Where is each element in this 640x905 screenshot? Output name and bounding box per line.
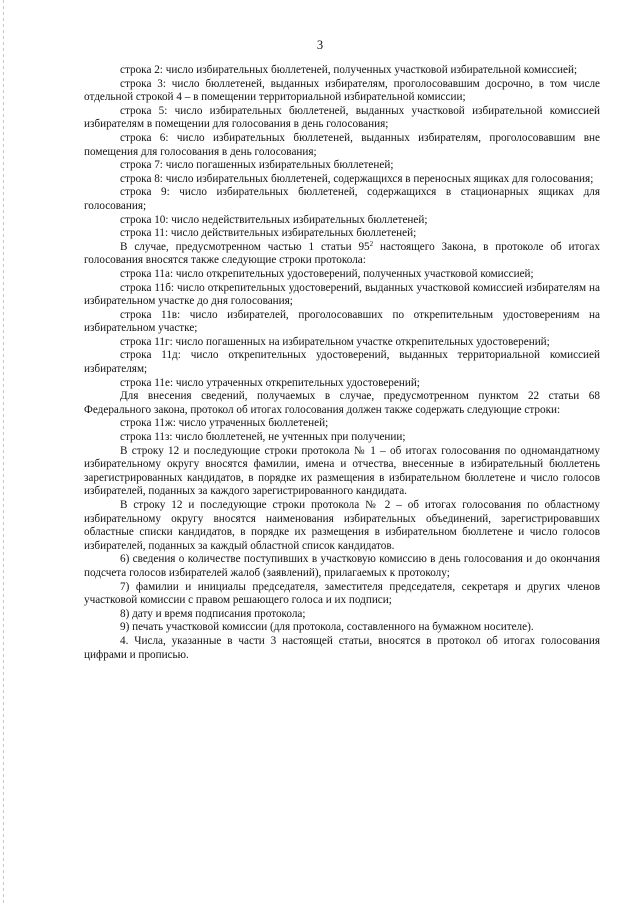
paragraph: строка 10: число недействительных избирательных бюллетеней; <box>120 213 428 226</box>
paragraph: строка 3: число бюллетеней, выданных избирателям, проголосовавшим досрочно, в том числе отдельной строкой 4 – в помещении территориальной избирательной комиссии; <box>84 77 600 104</box>
paragraph: строка 7: число погашенных избирательных бюллетеней; <box>120 159 394 172</box>
paragraph: строка 11д: число открепительных удостоверений, выданных территориальной комиссией избирателям; <box>84 349 600 376</box>
paragraph: строка 11в: число избирателей, проголосовавших по открепительным удостоверениям на избирательном участке; <box>84 308 600 335</box>
paragraph-text: настоящего Закона, в протоколе об итогах голосования вносятся также следующие строки протокола: <box>84 240 600 267</box>
paragraph: строка 5: число избирательных бюллетеней, выданных участковой избирательной комиссией избирателям в помещении для голосования в день голосования; <box>84 104 600 131</box>
paragraph: строка 11: число действительных избирательных бюллетеней; <box>120 227 417 240</box>
paragraph: 9) печать участковой комиссии (для протокола, составленного на бумажном носителе). <box>120 621 534 634</box>
paragraph: Для внесения сведений, получаемых в случае, предусмотренном пунктом 22 статьи 68 Федерального закона, протокол об итогах голосования должен также содержать следующие строки: <box>84 390 600 416</box>
paragraph: 4. Числа, указанные в части 3 настоящей статьи, вносятся в протокол об итогах голосования цифрами и прописью. <box>84 634 600 661</box>
paragraph: В строку 12 и последующие строки протокола № 1 – об итогах голосования по одномандатному избирательному округу вносятся фамилии, имена и отчества, внесенные в избирательный бюллетень зарегистрированных кандидатов, в порядке их размещения в избирательном бюллетене и число голосов избирателей, поданных за каждого зарегистрированного кандидата. <box>84 444 600 498</box>
paragraph-with-footnote <box>84 241 600 268</box>
paragraph: 6) сведения о количестве поступивших в участковую комиссию в день голосования и до окончания подсчета голосов избирателей жалоб (заявлений), прилагаемых к протоколу; <box>84 553 600 579</box>
superscript: 2 <box>369 239 374 248</box>
paragraph: строка 9: число избирательных бюллетеней, содержащихся в стационарных ящиках для голосования; <box>84 186 600 212</box>
body-text <box>84 64 600 662</box>
scan-edge-line <box>3 0 4 905</box>
paragraph: строка 2: число избирательных бюллетеней, полученных участковой избирательной комиссией; <box>120 64 578 76</box>
paragraph: строка 11ж: число утраченных бюллетеней; <box>120 417 329 430</box>
page-number: 3 <box>316 38 324 52</box>
paragraph: строка 11б: число открепительных удостоверений, выданных участковой комиссией избирателям на избирательном участке до дня голосования; <box>84 281 600 308</box>
paragraph: 8) дату и время подписания протокола; <box>120 607 306 620</box>
paragraph: строка 11а: число открепительных удостоверений, полученных участковой комиссией; <box>120 267 534 280</box>
paragraph: строка 11з: число бюллетеней, не учтенных при получении; <box>120 431 406 444</box>
paragraph: строка 6: число избирательных бюллетеней, выданных избирателям, проголосовавшим вне помещения для голосования в день голосования; <box>84 131 600 158</box>
paragraph: строка 8: число избирательных бюллетеней, содержащихся в переносных ящиках для голосования; <box>120 172 594 185</box>
paragraph: В строку 12 и последующие строки протокола № 2 – об итогах голосования по областному избирательному округу вносятся наименования избирательных объединений, зарегистрировавших областные списки кандидатов, в порядке их размещения в избирательном бюллетене и число голосов избирателей, поданных за каждый областной список кандидатов. <box>84 499 600 552</box>
paragraph: строка 11е: число утраченных открепительных удостоверений; <box>120 376 420 389</box>
paragraph: 7) фамилии и инициалы председателя, заместителя председателя, секретаря и других членов участковой комиссии с правом решающего голоса и их подписи; <box>84 580 600 607</box>
paragraph: строка 11г: число погашенных на избирательном участке открепительных удостоверений; <box>120 335 550 348</box>
paragraph-text: В случае, предусмотренном частью 1 статьи 95 <box>120 240 370 253</box>
